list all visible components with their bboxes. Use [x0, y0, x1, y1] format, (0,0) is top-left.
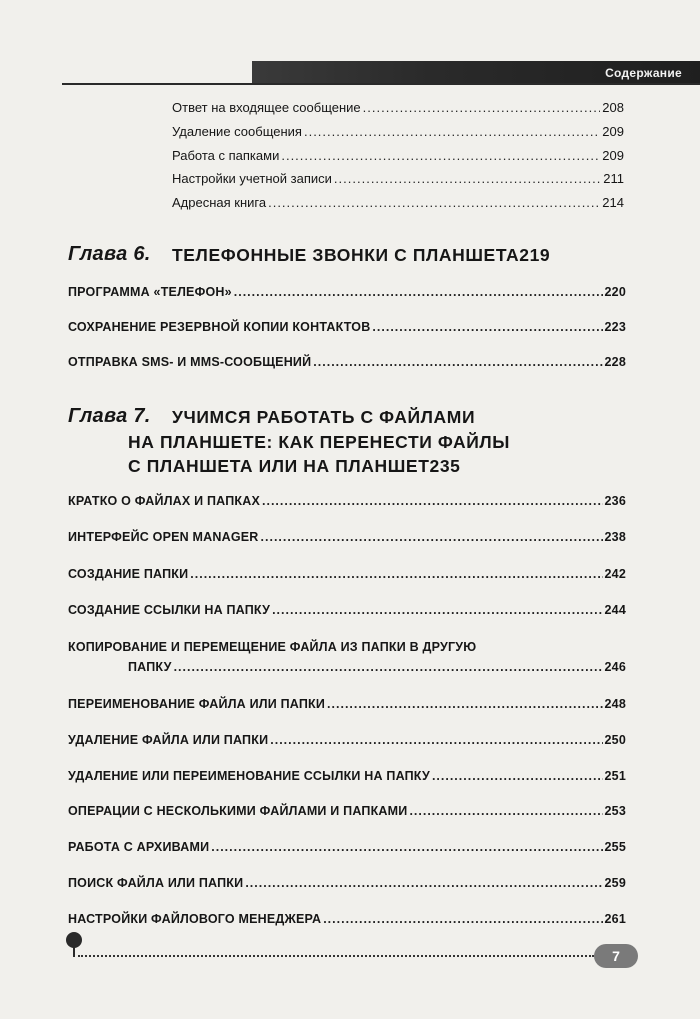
dot-leader: [334, 171, 601, 186]
toc-section-page: 220: [604, 285, 626, 299]
toc-section-title: ПЕРЕИМЕНОВАНИЕ ФАЙЛА ИЛИ ПАПКИ: [68, 697, 326, 711]
chapter-title: [172, 245, 626, 266]
chapter-number: Глава 6.: [68, 243, 151, 265]
toc-section-page: 250: [604, 733, 626, 747]
chapter-title-text: НА ПЛАНШЕТЕ: КАК ПЕРЕНЕСТИ ФАЙЛЫ: [128, 432, 511, 452]
toc-section-title: УДАЛЕНИЕ ИЛИ ПЕРЕИМЕНОВАНИЕ ССЫЛКИ НА ПАПКУ: [68, 769, 430, 783]
toc-section-page: 259: [604, 876, 626, 890]
running-header-title: Содержание: [605, 66, 682, 80]
chapter-page: 219: [519, 245, 551, 265]
dot-leader: [245, 876, 602, 890]
toc-section-first-line: [68, 640, 626, 654]
dot-leader: [363, 100, 601, 115]
toc-section-page: 238: [604, 530, 626, 544]
toc-section-title: КОПИРОВАНИЕ И ПЕРЕМЕЩЕНИЕ ФАЙЛА ИЗ ПАПКИ В ДРУГУЮ: [68, 640, 477, 654]
toc-section: [68, 285, 626, 299]
toc-section: [68, 530, 626, 544]
toc-section: [68, 733, 626, 747]
toc-section-page: 244: [604, 603, 626, 617]
toc-section: [68, 320, 626, 334]
toc-section-title: ПОИСК ФАЙЛА ИЛИ ПАПКИ: [68, 876, 244, 890]
toc-section-page: 253: [604, 804, 626, 818]
toc-entry-title: Работа с папками: [172, 148, 280, 163]
toc-section: [68, 697, 626, 711]
toc-section: [68, 603, 626, 617]
chapter-title-line: [128, 432, 510, 453]
dot-leader: [323, 912, 602, 926]
toc-section-title: КРАТКО О ФАЙЛАХ И ПАПКАХ: [68, 494, 260, 508]
dot-leader: [268, 195, 600, 210]
toc-section-title: НАСТРОЙКИ ФАЙЛОВОГО МЕНЕДЖЕРА: [68, 912, 322, 926]
toc-entry-page: 209: [602, 148, 624, 163]
dot-leader: [327, 697, 602, 711]
toc-section-title: ПРОГРАММА «ТЕЛЕФОН»: [68, 285, 232, 299]
dot-leader: [262, 494, 603, 508]
toc-section: [128, 660, 626, 674]
dot-leader: [190, 567, 602, 581]
toc-section-page: 236: [604, 494, 626, 508]
chapter-number: Глава 7.: [68, 405, 151, 427]
toc-section-title: СОЗДАНИЕ ПАПКИ: [68, 567, 189, 581]
chapter-title-text: УЧИМСЯ РАБОТАТЬ С ФАЙЛАМИ: [172, 407, 476, 427]
dot-leader: [272, 603, 602, 617]
toc-section-title: РАБОТА С АРХИВАМИ: [68, 840, 210, 854]
toc-entry-page: 211: [603, 171, 624, 186]
header-rule: [62, 83, 700, 85]
toc-section: [68, 912, 626, 926]
chapter-title-line: [128, 456, 626, 477]
dot-leader: [234, 285, 603, 299]
toc-section-page: 255: [604, 840, 626, 854]
toc-section: [68, 804, 626, 818]
toc-section-title: УДАЛЕНИЕ ФАЙЛА ИЛИ ПАПКИ: [68, 733, 269, 747]
toc-section: [68, 494, 626, 508]
toc-section-title: ИНТЕРФЕЙС OPEN MANAGER: [68, 530, 259, 544]
toc-entry: [172, 148, 624, 163]
toc-section-title: ОПЕРАЦИИ С НЕСКОЛЬКИМИ ФАЙЛАМИ И ПАПКАМИ: [68, 804, 408, 818]
toc-entry-page: 208: [602, 100, 624, 115]
toc-section: [68, 769, 626, 783]
toc-entry: [172, 171, 624, 186]
toc-section-page: 242: [604, 567, 626, 581]
dot-leader: [313, 355, 602, 369]
toc-entry: [172, 195, 624, 210]
dot-leader: [409, 804, 602, 818]
dot-leader: [432, 769, 603, 783]
chapter-page: 235: [429, 456, 461, 476]
toc-section: [68, 876, 626, 890]
toc-entry-page: 209: [602, 124, 624, 139]
toc-section-page: 223: [604, 320, 626, 334]
dot-leader: [270, 733, 602, 747]
toc-section-title: ОТПРАВКА SMS- И MMS-СООБЩЕНИЙ: [68, 355, 312, 369]
dot-leader: [211, 840, 602, 854]
toc-section-page: 261: [604, 912, 626, 926]
page-number-badge: 7: [594, 944, 638, 968]
toc-section: [68, 840, 626, 854]
toc-section-page: 228: [604, 355, 626, 369]
toc-entry-title: Настройки учетной записи: [172, 171, 332, 186]
footer-stem: [73, 946, 75, 957]
chapter-title-line: [172, 407, 475, 428]
toc-section-title: ПАПКУ: [128, 660, 172, 674]
dot-leader: [281, 148, 600, 163]
toc-entry-title: Адресная книга: [172, 195, 267, 210]
toc-entry-page: 214: [602, 195, 624, 210]
toc-section-page: 251: [604, 769, 626, 783]
dot-leader: [372, 320, 602, 334]
dot-leader: [174, 660, 603, 674]
dot-leader: [304, 124, 600, 139]
toc-section: [68, 355, 626, 369]
toc-section: [68, 567, 626, 581]
toc-entry-title: Удаление сообщения: [172, 124, 302, 139]
dot-leader: [261, 530, 603, 544]
toc-section-title: СОЗДАНИЕ ССЫЛКИ НА ПАПКУ: [68, 603, 271, 617]
toc-entry: [172, 124, 624, 139]
toc-entry-title: Ответ на входящее сообщение: [172, 100, 361, 115]
toc-section-page: 248: [604, 697, 626, 711]
toc-section-title: СОХРАНЕНИЕ РЕЗЕРВНОЙ КОПИИ КОНТАКТОВ: [68, 320, 371, 334]
toc-section-page: 246: [604, 660, 626, 674]
chapter-title-text: С ПЛАНШЕТА ИЛИ НА ПЛАНШЕТ: [128, 456, 430, 476]
toc-entry: [172, 100, 624, 115]
chapter-title-text: ТЕЛЕФОННЫЕ ЗВОНКИ С ПЛАНШЕТА: [172, 245, 520, 265]
footer-dotted-rule: [78, 955, 594, 959]
